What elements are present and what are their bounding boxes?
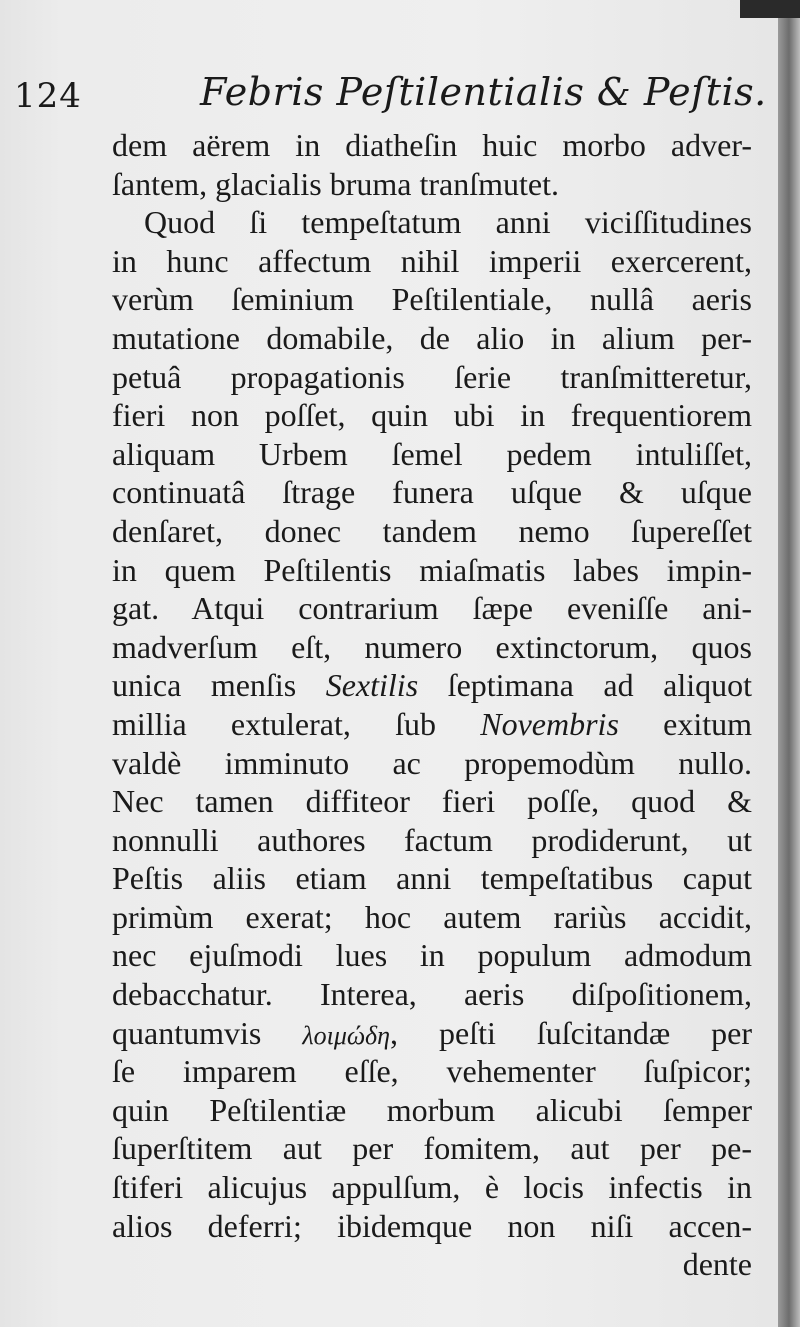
greek-word: λοιμώδη [302, 1020, 390, 1050]
text-run: millia extulerat, ſub [112, 705, 481, 742]
text-line [112, 1014, 752, 1053]
text-line: fieri non poſſet, quin ubi in frequentiorem [112, 397, 752, 434]
page-edge-dark [740, 0, 800, 18]
text-run: quantumvis [112, 1014, 303, 1051]
text-line: quin Peſtilentiæ morbum alicubi ſemper [112, 1091, 752, 1128]
text-line: debacchatur. Interea, aeris diſpoſitionem, [112, 976, 752, 1013]
text-line: aliquam Urbem ſemel pedem intuliſſet, [112, 435, 752, 472]
text-line: ſantem, glacialis bruma tranſmutet. [112, 165, 559, 202]
text-line: denſaret, donec tandem nemo ſupereſſet [112, 512, 752, 549]
text-line: in hunc affectum nihil imperii exercerent, [112, 242, 752, 279]
text-line: primùm exerat; hoc autem rariùs accidit, [112, 898, 752, 935]
text-run: ſeptimana ad aliquot [418, 667, 753, 704]
text-line: in quem Peſtilentis miaſmatis labes impin- [112, 551, 752, 588]
text-line [112, 705, 752, 744]
page-header [0, 62, 778, 122]
text-run: exitum [618, 705, 753, 742]
book-spine-shadow [778, 0, 800, 1327]
text-line: Nec tamen diffiteor fieri poſſe, quod & [112, 783, 752, 820]
catchword: dente [682, 1246, 752, 1283]
italic-word: Sextilis [325, 667, 419, 704]
text-line: ſtiferi alicujus appulſum, è locis infectis in [112, 1169, 752, 1206]
text-line: mutatione domabile, de alio in alium per- [112, 319, 752, 356]
text-line: continuatâ ſtrage funera uſque & uſque [112, 474, 752, 511]
text-run: unica menſis [112, 667, 326, 704]
text-line: Quod ſi tempeſtatum anni viciſſitudines [144, 204, 752, 241]
text-line: nec ejuſmodi lues in populum admodum [112, 937, 752, 974]
text-line: Peſtis aliis etiam anni tempeſtatibus caput [112, 860, 752, 897]
text-line: verùm ſeminium Peſtilentiale, nullâ aeris [112, 281, 752, 318]
text-line: ſe imparem eſſe, vehementer ſuſpicor; [112, 1053, 752, 1090]
running-title: Febris Peſtilentialis & Peſtis. [200, 70, 767, 114]
text-line: madverſum eſt, numero extinctorum, quos [112, 628, 752, 665]
text-line: valdè imminuto ac propemodùm nullo. [112, 744, 752, 781]
text-line: nonnulli authores factum prodiderunt, ut [112, 821, 752, 858]
text-line: dem aërem in diatheſin huic morbo adver- [112, 127, 752, 163]
page-number: 124 [14, 76, 82, 116]
italic-word: Novembris [480, 705, 619, 742]
text-line: petuâ propagationis ſerie tranſmitteretur, [112, 358, 752, 395]
text-run: , peſti ſuſcitandæ per [390, 1014, 753, 1051]
text-line: gat. Atqui contrarium ſæpe eveniſſe ani- [112, 590, 752, 627]
text-line: alios deferri; ibidemque non niſi accen- [112, 1207, 752, 1244]
body-text [112, 126, 752, 1284]
text-line [112, 666, 752, 705]
text-line: ſuperſtitem aut per fomitem, aut per pe- [112, 1130, 752, 1167]
